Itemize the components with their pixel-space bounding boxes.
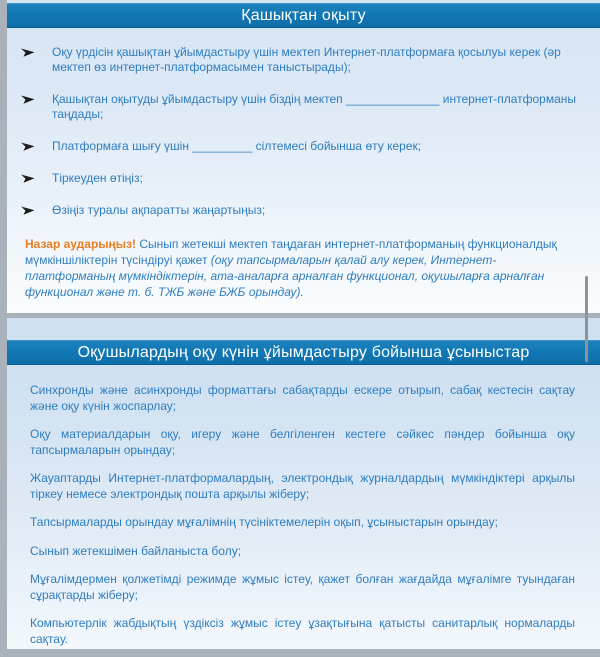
list-item-text: Жауаптарды Интернет-платформалардың, электрондық журналдардың мүмкіндіктері арқылы тіркеу немесе электрондық пошта арқылы жіберу; <box>30 471 575 501</box>
list-item-text: Қашықтан оқытуды ұйымдастыру үшін біздің мектеп ______________ интернет-платформаны таңдады; <box>52 92 576 121</box>
list-item-text: Өзіңіз туралы ақпаратты жаңартыңыз; <box>52 203 266 217</box>
section1-title: Қашықтан оқыту <box>7 3 600 28</box>
attention-note <box>7 235 600 300</box>
list-item <box>15 203 576 218</box>
arrowhead-bullet-icon <box>21 48 35 57</box>
list-item <box>30 544 575 560</box>
list-item <box>30 383 575 414</box>
list-item-text: Синхронды және асинхронды форматтағы сабақтарды ескере отырып, сабақ кестесін сақтау және оқу күнін жоспарлау; <box>30 383 575 413</box>
list-item-text: Мұғалімдермен қолжетімді режимде жұмыс істеу, қажет болған жағдайда мұғалімге туындаған сұрақтарды жіберу; <box>30 572 575 602</box>
list-item-text: Платформаға шығу үшін _________ сілтемесі бойынша өту керек; <box>52 139 422 153</box>
attention-italic-text: (оқу тапсырмаларын қалай алу керек, Интернет-платформаның мүмкіндіктерін, ата-аналарға арналған функционал, оқушыларға арналған функционал және т. б. ТЖБ және БЖБ орындау). <box>25 253 545 299</box>
attention-text: Сынып жетекші мектеп таңдаған интернет-платформаның функционалдық мүмкіншіліктерін түсіндіруі қажет <box>25 237 557 267</box>
arrowhead-bullet-icon <box>21 95 35 104</box>
list-item <box>30 427 575 458</box>
arrowhead-bullet-icon <box>21 206 35 215</box>
list-item <box>30 572 575 603</box>
section-recommendations <box>7 318 600 649</box>
list-item-text: Оқу материалдарын оқу, игеру және белгіленген кестеге сәйкес пәндер бойынша оқу тапсырмаларын орындау; <box>30 427 575 457</box>
recommendations-list <box>7 365 600 647</box>
distance-learning-bullet-list <box>7 28 600 218</box>
vertical-scrollbar-thumb[interactable] <box>585 276 588 362</box>
list-item <box>15 92 576 122</box>
list-item-text: Компьютерлік жабдықтың үздіксіз жұмыс істеу ұзақтығына қатысты санитарлық нормаларды сақтау. <box>30 616 575 646</box>
list-item-text: Тіркеуден өтіңіз; <box>52 171 143 185</box>
list-item-text: Тапсырмаларды орындау мұғалімнің түсініктемелерін оқып, ұсыныстарын орындау; <box>30 515 498 529</box>
list-item <box>15 45 576 75</box>
attention-label: Назар аударыңыз! <box>25 237 137 251</box>
list-item <box>30 616 575 647</box>
arrowhead-bullet-icon <box>21 142 35 151</box>
list-item <box>30 515 575 531</box>
section2-title: Оқушылардың оқу күнін ұйымдастыру бойынша ұсыныстар <box>7 340 600 365</box>
list-item <box>30 471 575 502</box>
arrowhead-bullet-icon <box>21 174 35 183</box>
section-distance-learning <box>7 0 600 313</box>
list-item <box>15 139 576 154</box>
list-item-text: Оқу үрдісін қашықтан ұйымдастыру үшін мектеп Интернет-платформаға қосылуы керек (әр мектеп өз интернет-платформасымен таныстырады); <box>52 45 561 74</box>
list-item <box>15 171 576 186</box>
list-item-text: Сынып жетекшімен байланыста болу; <box>30 543 242 558</box>
